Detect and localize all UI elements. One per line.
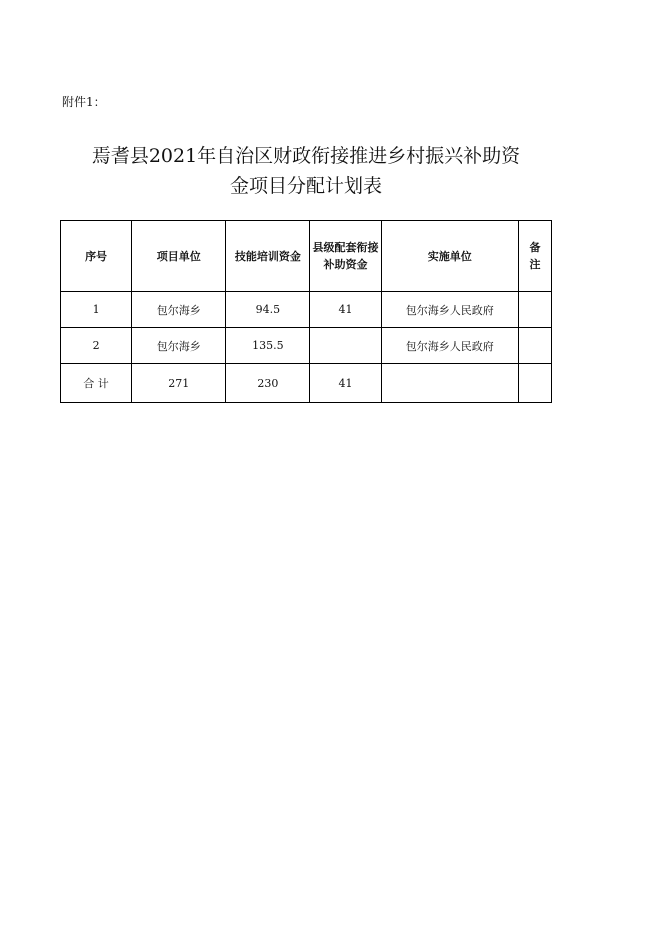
cell-remarks (518, 292, 551, 328)
header-project-unit: 项目单位 (132, 221, 226, 292)
header-seq: 序号 (61, 221, 132, 292)
title-line-2: 金项目分配计划表 (229, 175, 382, 197)
header-implementing-unit: 实施单位 (381, 221, 518, 292)
cell-total-county-matching-fund: 41 (310, 364, 381, 403)
cell-seq: 1 (61, 292, 132, 328)
cell-county-matching-fund: 41 (310, 292, 381, 328)
cell-implementing-unit: 包尔海乡人民政府 (381, 328, 518, 364)
header-county-matching-fund: 县级配套衔接补助资金 (310, 221, 381, 292)
cell-total-project-unit: 271 (132, 364, 226, 403)
cell-skill-training-fund: 94.5 (226, 292, 310, 328)
cell-remarks (518, 328, 551, 364)
document-title (60, 141, 552, 201)
cell-total-label: 合 计 (61, 364, 132, 403)
cell-skill-training-fund: 135.5 (226, 328, 310, 364)
cell-total-skill-training-fund: 230 (226, 364, 310, 403)
cell-implementing-unit: 包尔海乡人民政府 (381, 292, 518, 328)
table-row (61, 328, 552, 364)
title-line-1: 焉耆县2021年自治区财政衔接推进乡村振兴补助资 (91, 145, 521, 167)
cell-project-unit: 包尔海乡 (132, 292, 226, 328)
table-header-row (61, 221, 552, 292)
cell-project-unit: 包尔海乡 (132, 328, 226, 364)
attachment-label: 附件1： (62, 95, 106, 109)
cell-total-remarks (518, 364, 551, 403)
cell-county-matching-fund (310, 328, 381, 364)
header-remarks: 备注 (518, 221, 551, 292)
table-total-row (61, 364, 552, 403)
cell-total-implementing-unit (381, 364, 518, 403)
header-skill-training-fund: 技能培训资金 (226, 221, 310, 292)
cell-seq: 2 (61, 328, 132, 364)
table-row (61, 292, 552, 328)
allocation-plan-table (60, 220, 552, 403)
